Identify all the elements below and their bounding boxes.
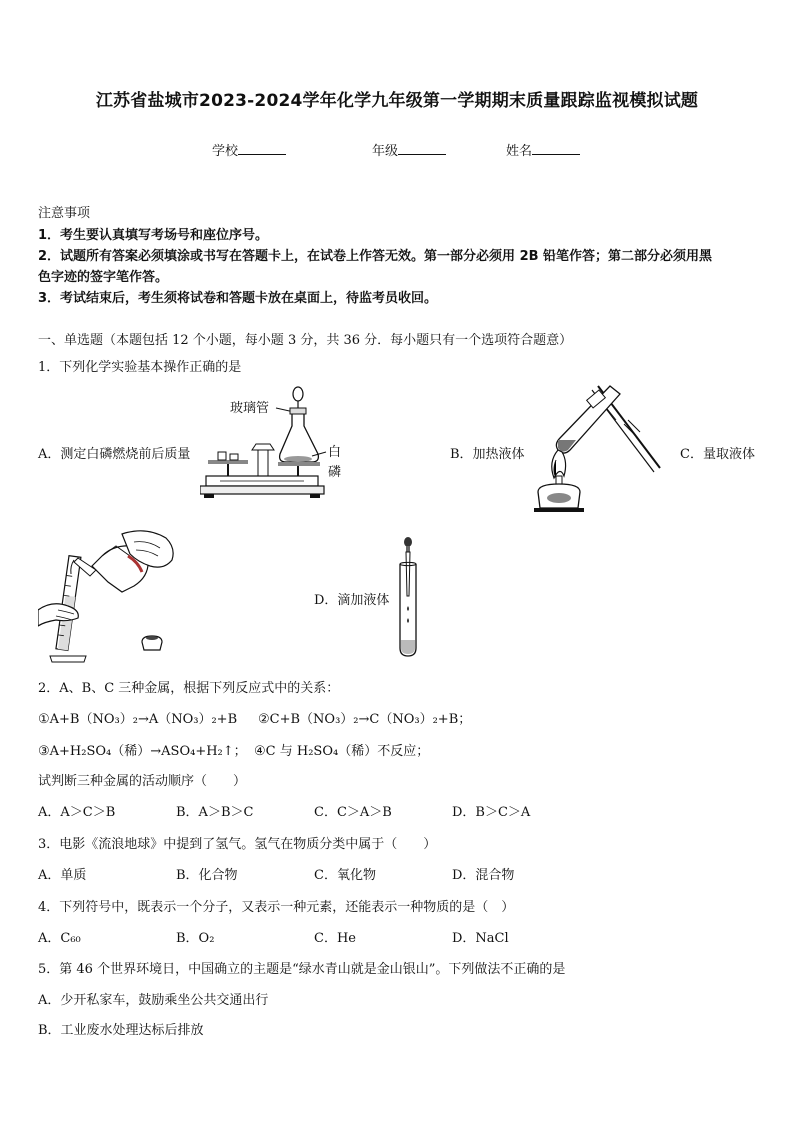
q2-option-b: B．A＞B＞C [176,805,254,820]
q3-option-b: B．化合物 [176,868,238,883]
q5-stem: 5．第 46 个世界环境日，中国确立的主题是“绿水青山就是金山银山”。下列做法不正确的是 [38,962,566,977]
q2-option-a: A．A＞C＞B [38,805,116,820]
q1-option-a: A．测定白磷燃烧前后质量 [38,447,191,462]
phosphorus-label: 磷 [328,465,342,480]
q2-reaction-1: ①A+B（NO₃）₂→A（NO₃）₂+B [38,712,238,727]
glass-tube-label: 玻璃管 [230,401,270,416]
q3-option-a: A．单质 [38,868,87,883]
measuring-liquid-figure [38,526,178,664]
q2-question: 试判断三种金属的活动顺序（ ） [38,774,247,789]
q1-option-c: C．量取液体 [680,447,755,462]
q5-option-b: B．工业废水处理达标后排放 [38,1023,204,1038]
note-item-1: 1．考生要认真填写考场号和座位序号。 [38,228,269,243]
grade-blank [398,142,446,155]
q1-option-d: D．滴加液体 [314,593,390,608]
q3-stem: 3．电影《流浪地球》中提到了氢气。氢气在物质分类中属于（ ） [38,837,437,852]
name-label: 姓名 [506,144,533,159]
name-blank [532,142,580,155]
page-title: 江苏省盐城市2023-2024学年化学九年级第一学期期末质量跟踪监视模拟试题 [95,91,699,111]
q2-reaction-4: ④C 与 H₂SO₄（稀）不反应； [254,744,430,759]
section-heading: 一、单选题（本题包括 12 个小题，每小题 3 分，共 36 分．每小题只有一个选项符合题意） [38,333,573,348]
heating-liquid-figure [528,380,664,514]
q2-reaction-3: ③A+H₂SO₄（稀）→ASO₄+H₂↑； [38,744,247,759]
school-label: 学校 [212,144,239,159]
white-label: 白 [328,445,342,460]
note-item-3: 3．考试结束后，考生须将试卷和答题卡放在桌面上，待监考员收回。 [38,291,438,306]
note-item-2: 2．试题所有答案必须填涂或书写在答题卡上，在试卷上作答无效。第一部分必须用 2B 铅笔作答；第二部分必须用黑 [38,249,713,264]
q2-option-c: C．C＞A＞B [314,805,392,820]
q1-option-b: B．加热液体 [450,447,525,462]
q2-stem: 2．A、B、C 三种金属，根据下列反应式中的关系： [38,681,340,696]
q2-reaction-2: ②C+B（NO₃）₂→C（NO₃）₂+B； [258,712,472,727]
balance-flask-figure [200,384,350,500]
name-field [506,140,580,159]
notes-heading: 注意事项 [38,206,91,221]
q5-option-a: A．少开私家车，鼓励乘坐公共交通出行 [38,993,269,1008]
q4-stem: 4．下列符号中，既表示一个分子，又表示一种元素，还能表示一种物质的是（ ） [38,900,515,915]
school-blank [238,142,286,155]
grade-label: 年级 [372,144,399,159]
q3-option-d: D．混合物 [452,868,515,883]
q4-option-b: B．O₂ [176,931,215,946]
school-field [212,140,286,159]
note-item-2-cont: 色字迹的签字笔作答。 [38,270,169,285]
q1-stem: 1．下列化学实验基本操作正确的是 [38,360,242,375]
q4-option-d: D．NaCl [452,931,509,946]
dropper-figure [396,536,420,660]
q3-option-c: C．氧化物 [314,868,376,883]
q4-option-a: A．C₆₀ [38,931,81,946]
q4-option-c: C．He [314,931,356,946]
q2-option-d: D．B＞C＞A [452,805,531,820]
grade-field [372,140,446,159]
